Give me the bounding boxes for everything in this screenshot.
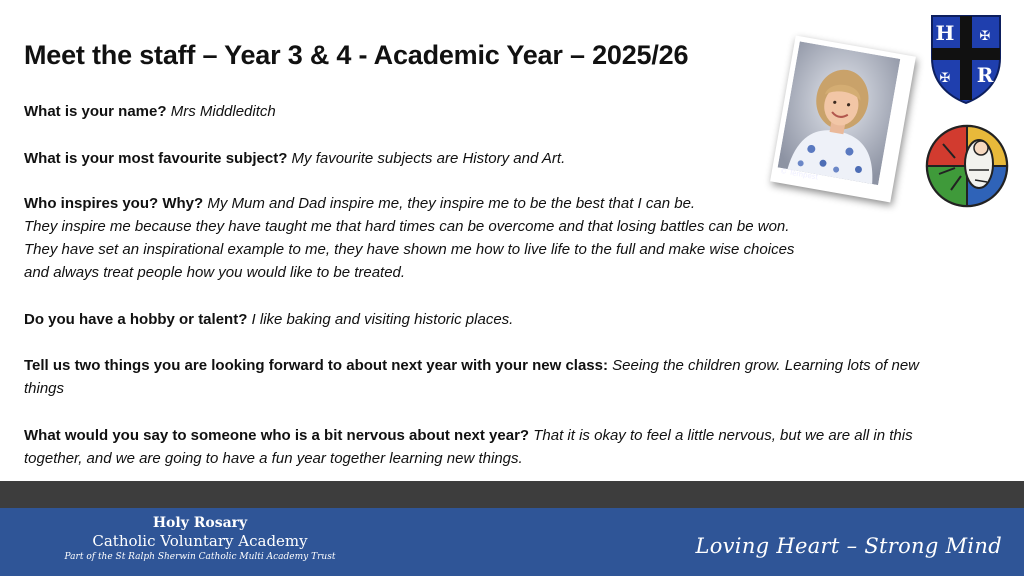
answer-line: They inspire me because they have taught me that hard times can be overcome and that losing battles can be won.: [24, 218, 790, 235]
school-name-line1: Holy Rosary: [152, 515, 248, 531]
footer-band: [0, 508, 1024, 576]
answer-text: That it is okay to feel a little nervous, but we are all in this together, and we are going to have a fun year together learning new things.: [24, 427, 913, 467]
question-label: Tell us two things you are looking forward to about next year with your new class:: [24, 357, 608, 374]
trust-line: Part of the St Ralph Sherwin Catholic Multi Academy Trust: [64, 552, 336, 562]
qa-looking-forward: [24, 354, 954, 400]
answer-text: Seeing the children grow. Learning lots of new things: [24, 357, 920, 397]
question-label: Who inspires you? Why?: [24, 195, 204, 212]
answer-text: My favourite subjects are History and Art.: [291, 150, 566, 167]
school-crest-icon: [928, 12, 1004, 106]
qa-nervous-advice: [24, 424, 954, 470]
answer-text: Mrs Middleditch: [170, 103, 276, 120]
answer-line: and always treat people how you would like to be treated.: [24, 264, 406, 281]
school-name-block: [30, 514, 370, 564]
photo-caption: © Tempest: [779, 166, 819, 182]
question-label: What would you say to someone who is a bit nervous about next year?: [24, 427, 530, 444]
crest-letter-bottom: R: [976, 63, 994, 87]
page-title: Meet the staff – Year 3 & 4 - Academic Year – 2025/26: [24, 40, 689, 70]
school-name-line2: Catholic Voluntary Academy: [92, 532, 308, 550]
footer-strip: [0, 481, 1024, 508]
qa-hobby: [24, 308, 954, 331]
crest-letter-top: H: [935, 21, 955, 45]
question-label: What is your most favourite subject?: [24, 150, 288, 167]
answer-text: I like baking and visiting historic places.: [251, 311, 514, 328]
staff-photo: [770, 36, 916, 203]
question-label: What is your name?: [24, 103, 167, 120]
stained-glass-window-icon: [925, 124, 1009, 208]
svg-text:✠: ✠: [939, 71, 951, 86]
answer-line: They have set an inspirational example to me, they have shown me how to live life to the full and make wise choices: [24, 241, 795, 258]
answer-text: My Mum and Dad inspire me, they inspire me to be the best that I can be.: [207, 195, 696, 212]
qa-inspiration: [24, 192, 954, 284]
portrait-icon: [778, 41, 901, 185]
svg-text:✠: ✠: [979, 29, 991, 44]
question-label: Do you have a hobby or talent?: [24, 311, 248, 328]
school-motto: Loving Heart – Strong Mind: [695, 534, 1002, 558]
